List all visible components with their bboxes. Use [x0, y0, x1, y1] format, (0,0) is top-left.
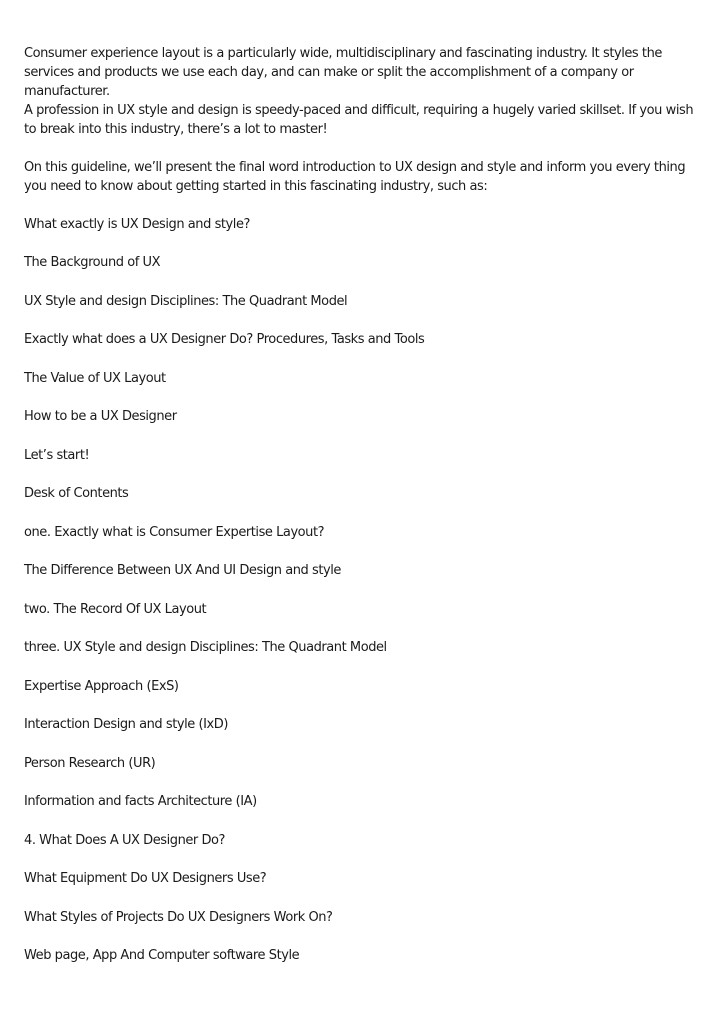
list-item-value: The Value of UX Layout: [24, 371, 166, 386]
lets-start-text: Let’s start!: [24, 448, 90, 463]
list-item-background: The Background of UX: [24, 255, 161, 270]
list-item-become-designer: How to be a UX Designer: [24, 409, 177, 424]
toc-item-equipment: What Equipment Do UX Designers Use?: [24, 871, 267, 886]
list-item-what-is-ux: What exactly is UX Design and style?: [24, 217, 250, 232]
toc-item-ia: Information and facts Architecture (IA): [24, 794, 257, 809]
toc-item-exs: Expertise Approach (ExS): [24, 679, 179, 694]
toc-item-3: three. UX Style and design Disciplines: The Quadrant Model: [24, 640, 387, 655]
toc-item-4: 4. What Does A UX Designer Do?: [24, 833, 225, 848]
toc-item-1: one. Exactly what is Consumer Expertise Layout?: [24, 525, 325, 540]
guide-paragraph: On this guideline, we’ll present the final word introduction to UX design and style and inform you every thing you need to know about getting started in this fascinating industry, such as:: [24, 160, 686, 194]
toc-item-ux-vs-ui: The Difference Between UX And UI Design and style: [24, 563, 341, 578]
toc-item-ur: Person Research (UR): [24, 756, 156, 771]
toc-item-projects: What Styles of Projects Do UX Designers Work On?: [24, 910, 333, 925]
intro-paragraph: Consumer experience layout is a particularly wide, multidisciplinary and fascinating industry. It styles the services and products we use each day, and can make or split the accomplishment of a company or manufacturer.: [24, 46, 662, 99]
list-item-disciplines: UX Style and design Disciplines: The Quadrant Model: [24, 294, 348, 309]
career-paragraph: A profession in UX style and design is speedy-paced and difficult, requiring a hugely varied skillset. If you wish to break into this industry, there’s a lot to master!: [24, 103, 694, 137]
toc-item-2: two. The Record Of UX Layout: [24, 602, 207, 617]
toc-item-ixd: Interaction Design and style (IxD): [24, 717, 228, 732]
list-item-designer-do: Exactly what does a UX Designer Do? Procedures, Tasks and Tools: [24, 332, 425, 347]
toc-item-web-app-software: Web page, App And Computer software Style: [24, 948, 300, 963]
table-of-contents-heading: Desk of Contents: [24, 486, 129, 501]
